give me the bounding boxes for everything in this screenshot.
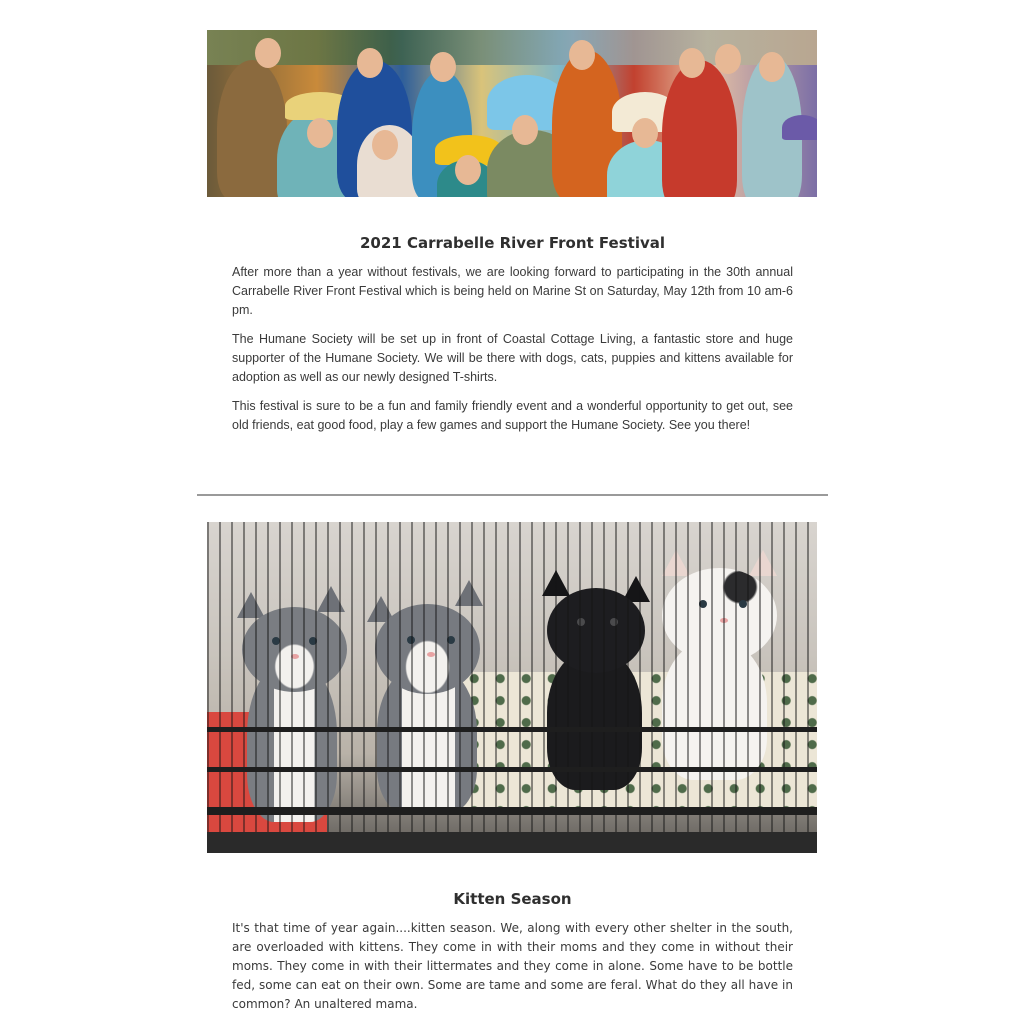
banner-face [679, 48, 705, 78]
banner-face [455, 155, 481, 185]
kittens-cage-bar [207, 807, 817, 815]
kitten-season-paragraph: It's that time of year again....kitten season. We, along with every other shelter in the south, are overloaded with kittens. They come in with their moms and they come in without their moms. They come in with their littermates and they come in alone. Some have to be bottle fed, some can eat on their own. Some are tame and some are feral. What do they all have in common? An unaltered mama. [232, 921, 793, 1011]
kittens-photo [207, 522, 817, 853]
festival-banner-photo [207, 30, 817, 197]
banner-face [372, 130, 398, 160]
kittens-cage-bars [207, 522, 817, 853]
banner-face [715, 44, 741, 74]
banner-face [255, 38, 281, 68]
banner-face [307, 118, 333, 148]
banner-person [662, 60, 737, 197]
section-divider [197, 494, 828, 496]
festival-paragraph-3: This festival is sure to be a fun and family friendly event and a wonderful opportunity to get out, see old friends, eat good food, play a few games and support the Humane Society. See you there! [232, 399, 793, 432]
banner-face [759, 52, 785, 82]
kitten-season-title: Kitten Season [453, 890, 572, 908]
banner-hat [782, 115, 817, 140]
kittens-cage-bar [207, 767, 817, 772]
kittens-cage-bar [207, 727, 817, 732]
kittens-cage-bar [207, 832, 817, 853]
banner-face [569, 40, 595, 70]
festival-paragraph-1: After more than a year without festivals, we are looking forward to participating in the 30th annual Carrabelle River Front Festival which is being held on Marine St on Saturday, May 12th from 10 am-6 pm. [232, 265, 793, 317]
festival-paragraph-2: The Humane Society will be set up in front of Coastal Cottage Living, a fantastic store and huge supporter of the Humane Society. We will be there with dogs, cats, puppies and kittens available for adoption as well as our newly designed T-shirts. [232, 332, 793, 384]
festival-title: 2021 Carrabelle River Front Festival [359, 234, 666, 252]
banner-face [632, 118, 658, 148]
banner-face [430, 52, 456, 82]
banner-face [512, 115, 538, 145]
banner-face [357, 48, 383, 78]
